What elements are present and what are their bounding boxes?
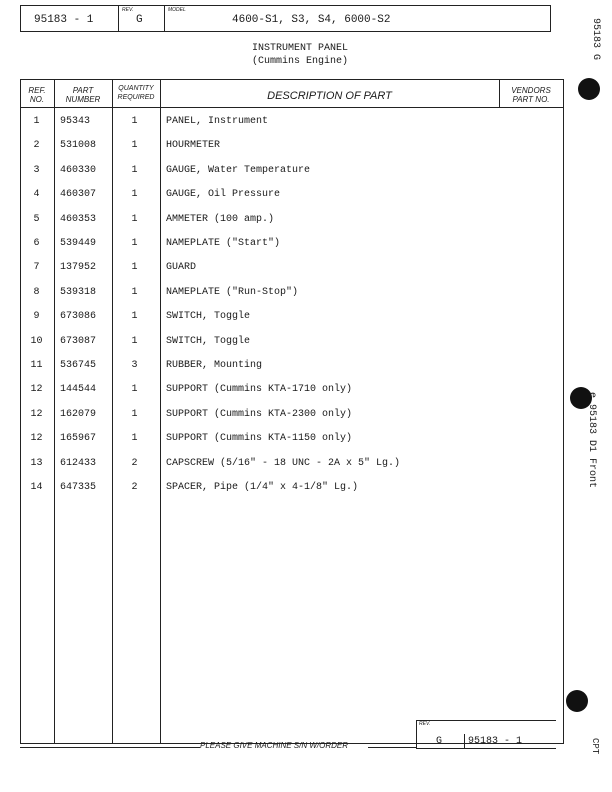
table-row xyxy=(20,238,560,262)
ref-cell: 10 xyxy=(30,335,43,347)
ref-cell: 12 xyxy=(30,384,43,396)
header-doc-number: 95183 - 1 xyxy=(34,14,94,26)
part-number-cell: 460330 xyxy=(60,164,97,176)
quantity-cell: 1 xyxy=(131,335,138,347)
quantity-cell: 2 xyxy=(131,482,138,493)
table-row xyxy=(20,287,560,311)
description-cell: SPACER, Pipe (1/4" x 4-1/8" Lg.) xyxy=(166,482,359,493)
col-part-header: PART NUMBER xyxy=(65,86,101,104)
table-row xyxy=(20,336,560,360)
col-qty-header: QUANTITY REQUIRED xyxy=(117,85,155,101)
quantity-cell: 1 xyxy=(131,286,138,298)
header-model: 4600-S1, S3, S4, 6000-S2 xyxy=(232,14,391,26)
quantity-cell: 1 xyxy=(131,311,138,323)
margin-bottom-text: CPT xyxy=(590,738,600,755)
ref-cell: 9 xyxy=(33,311,40,323)
part-number-cell: 531008 xyxy=(60,140,97,152)
quantity-cell: 1 xyxy=(131,116,138,127)
table-row xyxy=(20,458,560,482)
table-row xyxy=(20,165,560,189)
binder-hole-bottom xyxy=(566,690,588,712)
description-cell: AMMETER (100 amp.) xyxy=(166,213,275,225)
description-cell: HOURMETER xyxy=(166,140,221,152)
footer-rev-label: REV. xyxy=(419,721,431,727)
ref-cell: 6 xyxy=(33,238,40,249)
description-cell: SUPPORT (Cummins KTA-1710 only) xyxy=(166,384,353,396)
ref-cell: 4 xyxy=(33,189,40,201)
part-number-cell: 460307 xyxy=(60,189,97,201)
page-subtitle: (Cummins Engine) xyxy=(251,56,348,67)
description-cell: SWITCH, Toggle xyxy=(166,311,251,323)
description-cell: PANEL, Instrument xyxy=(166,116,269,127)
quantity-cell: 1 xyxy=(131,433,138,445)
table-row xyxy=(20,262,560,286)
part-number-cell: 144544 xyxy=(60,384,97,396)
quantity-cell: 1 xyxy=(131,164,138,176)
description-cell: NAMEPLATE ("Start") xyxy=(166,238,281,249)
ref-cell: 14 xyxy=(30,482,43,493)
description-cell: RUBBER, Mounting xyxy=(166,360,263,371)
part-number-cell: 165967 xyxy=(60,433,97,445)
part-number-cell: 95343 xyxy=(60,116,91,127)
quantity-cell: 3 xyxy=(131,360,138,371)
ref-cell: 12 xyxy=(30,408,43,420)
margin-middle-text: e 95183 D1 Front xyxy=(586,392,597,489)
col-vendor-header: VENDORS PART NO. xyxy=(511,86,551,104)
table-row xyxy=(20,311,560,335)
description-cell: SUPPORT (Cummins KTA-1150 only) xyxy=(166,433,353,445)
footer-rev: G xyxy=(436,736,443,747)
ref-cell: 8 xyxy=(33,286,40,298)
quantity-cell: 1 xyxy=(131,189,138,201)
description-cell: NAMEPLATE ("Run-Stop") xyxy=(166,286,299,298)
description-cell: GUARD xyxy=(166,262,197,274)
quantity-cell: 1 xyxy=(131,408,138,420)
table-row xyxy=(20,214,560,238)
table-row xyxy=(20,384,560,408)
table-row xyxy=(20,360,560,384)
ref-cell: 11 xyxy=(30,360,43,371)
table-row xyxy=(20,482,560,506)
part-number-cell: 539449 xyxy=(60,238,97,249)
table-row xyxy=(20,189,560,213)
ref-cell: 2 xyxy=(33,140,40,152)
table-row xyxy=(20,140,560,164)
part-number-cell: 536745 xyxy=(60,360,97,371)
part-number-cell: 460353 xyxy=(60,213,97,225)
header-rev: G xyxy=(136,14,143,26)
ref-cell: 13 xyxy=(30,457,43,469)
part-number-cell: 162079 xyxy=(60,408,97,420)
description-cell: GAUGE, Oil Pressure xyxy=(166,189,281,201)
description-cell: CAPSCREW (5/16" - 18 UNC - 2A x 5" Lg.) xyxy=(166,457,401,469)
part-number-cell: 612433 xyxy=(60,457,97,469)
quantity-cell: 1 xyxy=(131,384,138,396)
quantity-cell: 1 xyxy=(131,262,138,274)
table-row xyxy=(20,116,560,140)
ref-cell: 1 xyxy=(33,116,40,127)
part-number-cell: 137952 xyxy=(60,262,97,274)
quantity-cell: 1 xyxy=(131,140,138,152)
ref-cell: 3 xyxy=(33,164,40,176)
description-cell: SWITCH, Toggle xyxy=(166,335,251,347)
col-ref-header: REF. NO. xyxy=(28,86,46,104)
ref-cell: 5 xyxy=(33,213,40,225)
quantity-cell: 2 xyxy=(131,457,138,469)
binder-hole-top xyxy=(578,78,600,100)
col-desc-header: DESCRIPTION OF PART xyxy=(267,90,392,102)
part-number-cell: 647335 xyxy=(60,482,97,493)
footer-doc-number: 95183 - 1 xyxy=(468,736,523,747)
description-cell: GAUGE, Water Temperature xyxy=(166,164,311,176)
header-model-label: MODEL xyxy=(168,7,186,13)
part-number-cell: 673086 xyxy=(60,311,97,323)
table-row xyxy=(20,433,560,457)
quantity-cell: 1 xyxy=(131,213,138,225)
ref-cell: 12 xyxy=(30,433,43,445)
footer-note: PLEASE GIVE MACHINE S/N W/ORDER xyxy=(200,741,349,750)
page-title: INSTRUMENT PANEL xyxy=(251,43,348,54)
table-row xyxy=(20,409,560,433)
ref-cell: 7 xyxy=(33,262,40,274)
part-number-cell: 673087 xyxy=(60,335,97,347)
quantity-cell: 1 xyxy=(131,238,138,249)
part-number-cell: 539318 xyxy=(60,286,97,298)
margin-top-text: 95183 G xyxy=(590,18,601,61)
header-rev-label: REV. xyxy=(122,7,134,13)
description-cell: SUPPORT (Cummins KTA-2300 only) xyxy=(166,408,353,420)
